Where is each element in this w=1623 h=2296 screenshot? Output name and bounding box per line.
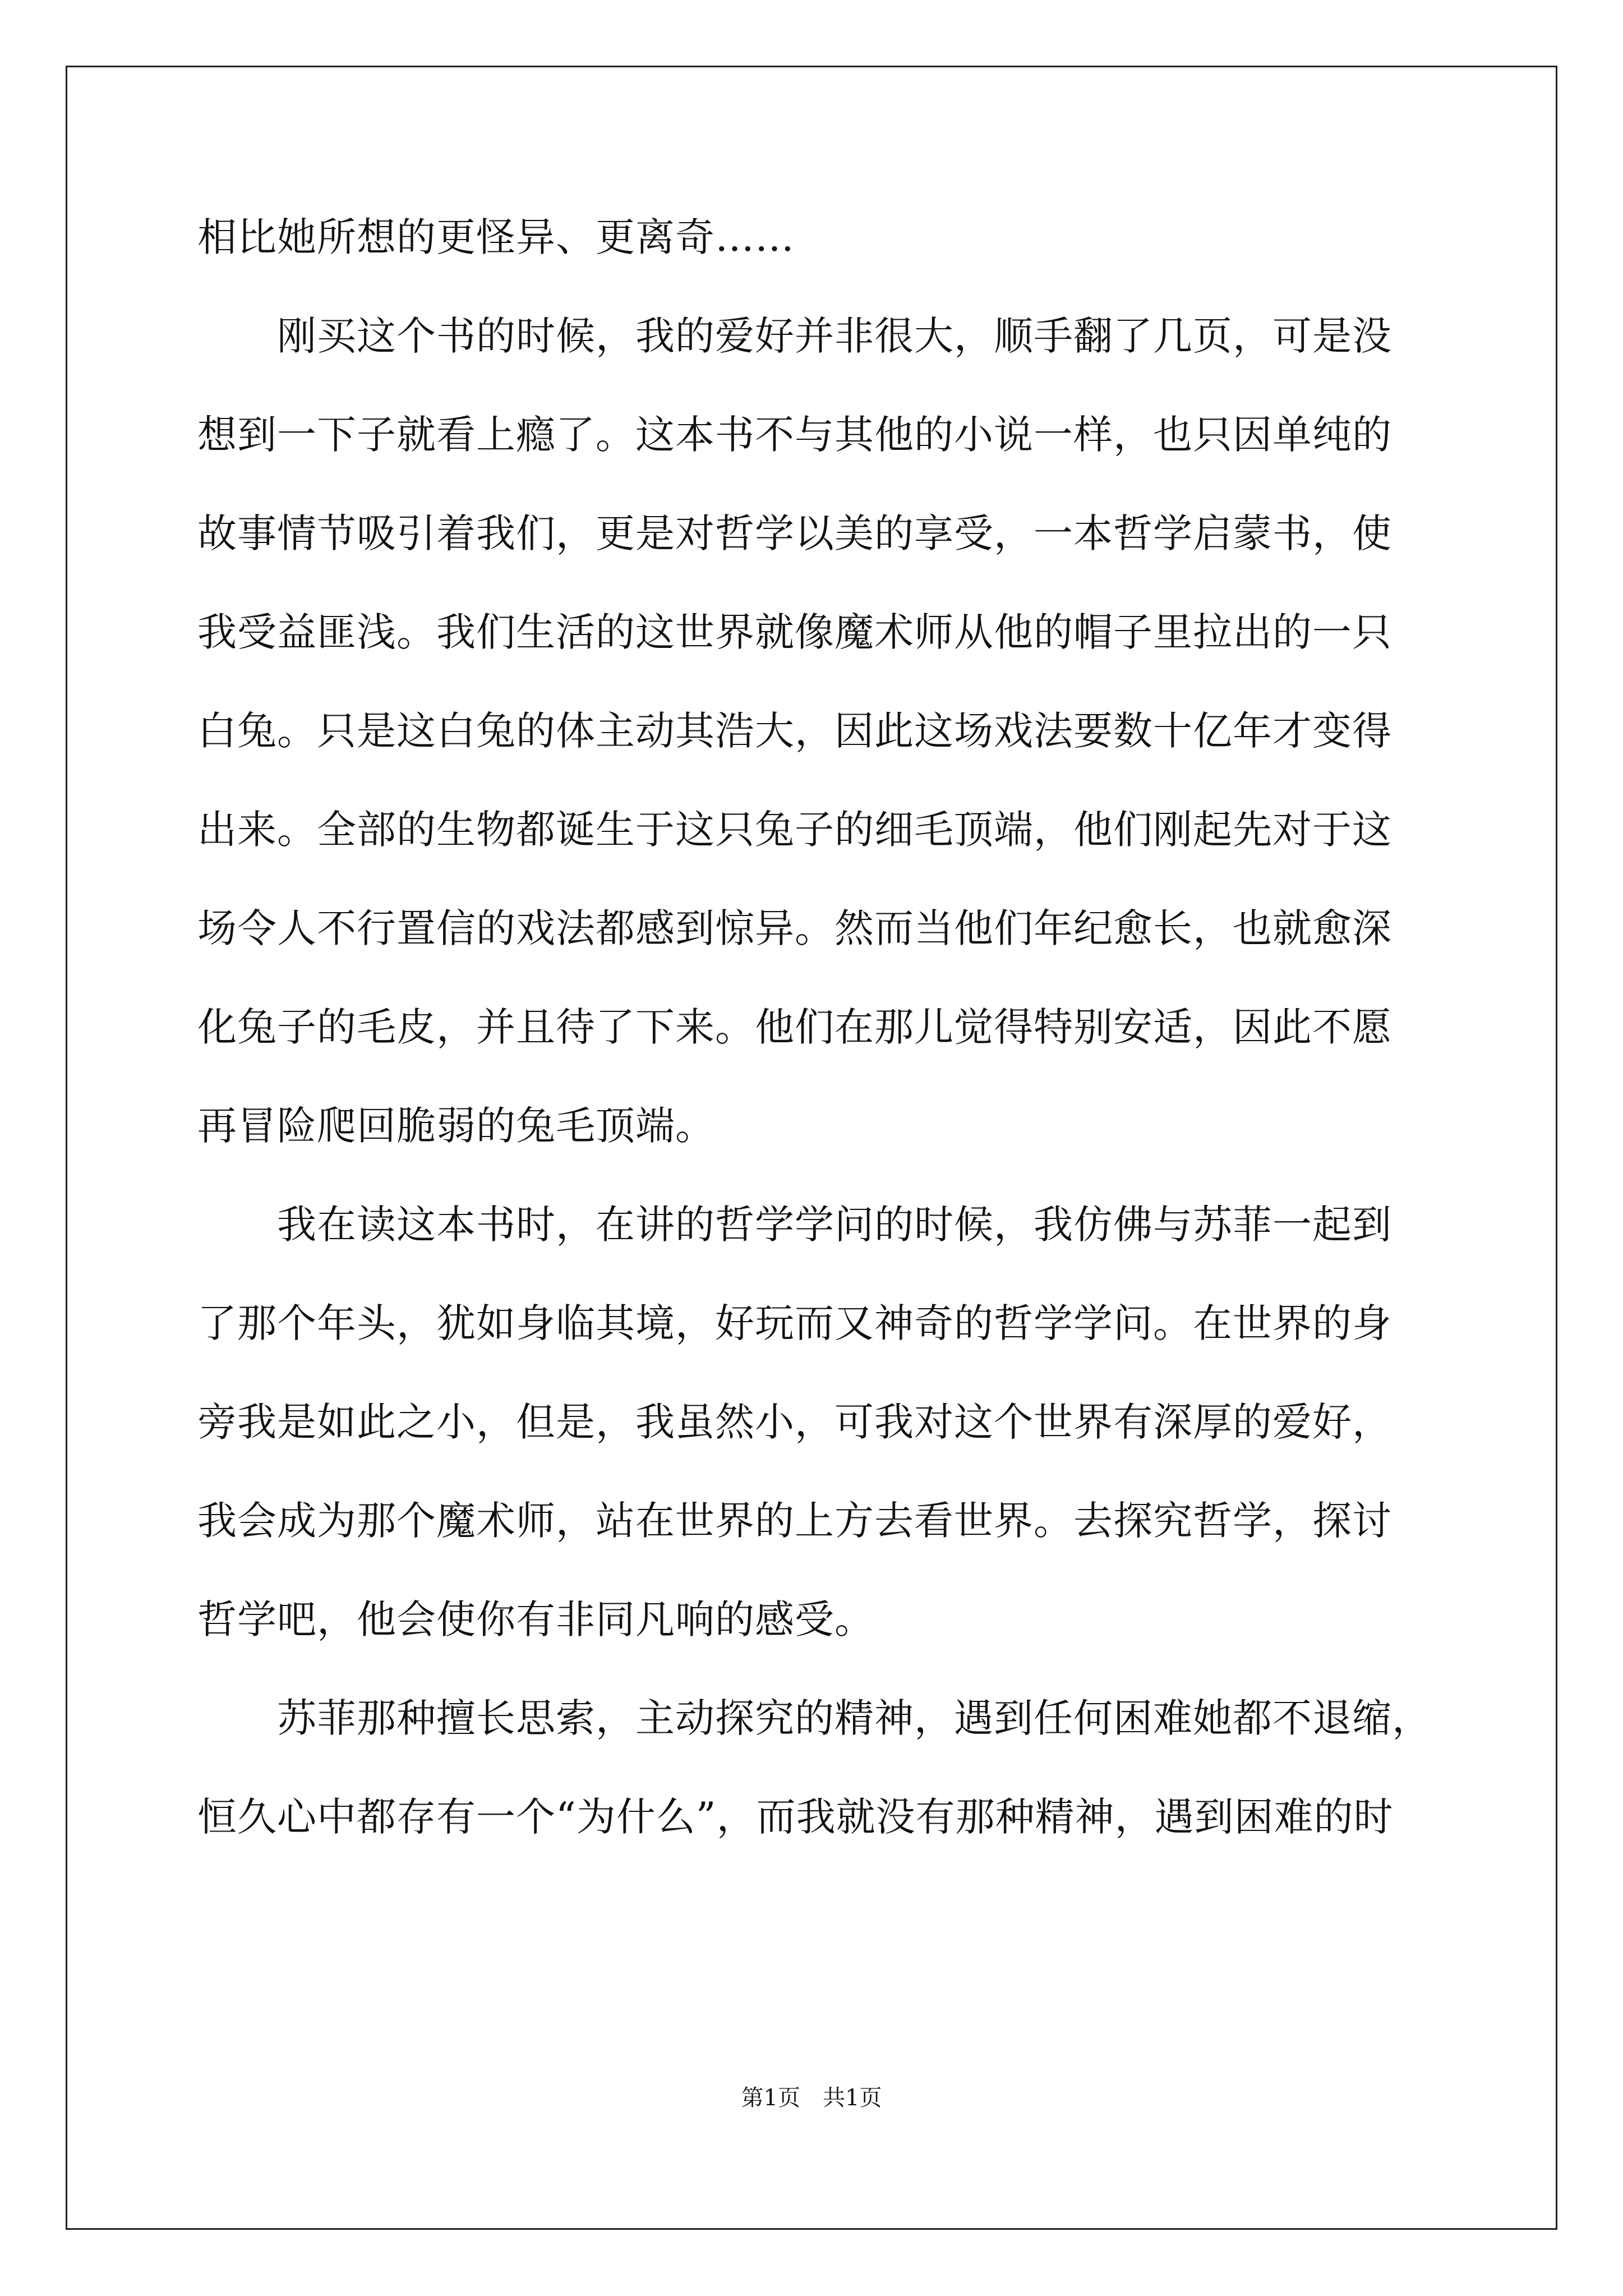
text-line: 恒久心中都存有一个“为什么”，而我就没有那种精神，遇到困难的时: [197, 1794, 1394, 1840]
text-line: 出来。全部的生物都诞生于这只兔子的细毛顶端，他们刚起先对于这: [197, 807, 1392, 853]
text-line: 我受益匪浅。我们生活的这世界就像魔术师从他的帽子里拉出的一只: [197, 609, 1392, 655]
text-line: 场令人不行置信的戏法都感到惊异。然而当他们年纪愈长，也就愈深: [197, 905, 1392, 951]
text-line: 想到一下子就看上瘾了。这本书不与其他的小说一样，也只因单纯的: [197, 412, 1392, 458]
page-footer: 第1页 共1页: [741, 2085, 882, 2111]
text-line: 我会成为那个魔术师，站在世界的上方去看世界。去探究哲学，探讨: [197, 1498, 1392, 1544]
text-line: 白兔。只是这白兔的体主动其浩大，因此这场戏法要数十亿年才变得: [197, 708, 1392, 754]
text-line: 刚买这个书的时候，我的爱好并非很大，顺手翻了几页，可是没: [197, 313, 1392, 359]
text-line: 我在读这本书时，在讲的哲学学问的时候，我仿佛与苏菲一起到: [197, 1202, 1392, 1248]
text-line: 相比她所想的更怪异、更离奇……: [197, 214, 795, 260]
text-line: 哲学吧，他会使你有非同凡响的感受。: [197, 1596, 874, 1642]
text-line: 再冒险爬回脆弱的兔毛顶端。: [197, 1103, 715, 1149]
text-line: 故事情节吸引着我们，更是对哲学以美的享受，一本哲学启蒙书，使: [197, 510, 1392, 556]
text-line: 苏菲那种擅长思索，主动探究的精神，遇到任何困难她都不退缩，: [197, 1695, 1432, 1741]
text-line: 了那个年头，犹如身临其境，好玩而又神奇的哲学学问。在世界的身: [197, 1300, 1392, 1346]
text-line: 旁我是如此之小，但是，我虽然小，可我对这个世界有深厚的爱好，: [197, 1399, 1392, 1445]
text-line: 化兔子的毛皮，并且待了下来。他们在那儿觉得特别安适，因此不愿: [197, 1004, 1392, 1050]
